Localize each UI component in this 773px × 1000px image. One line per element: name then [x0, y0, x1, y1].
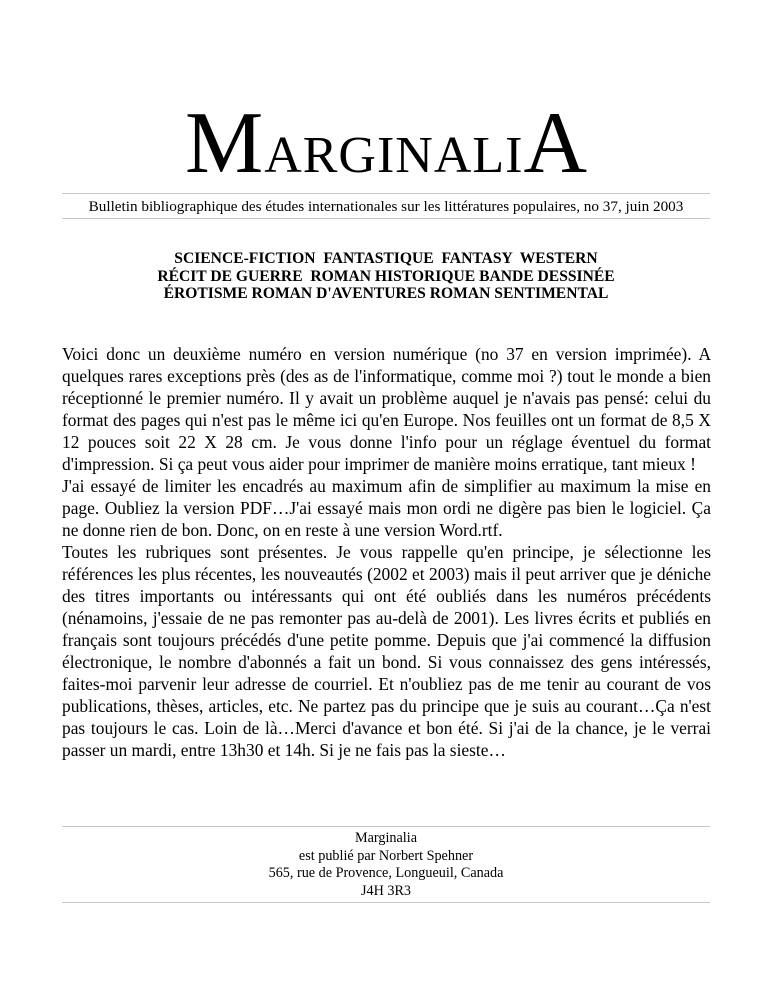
footer-line-3: 565, rue de Provence, Longueuil, Canada: [268, 865, 504, 882]
rule-below-footer: [62, 902, 710, 903]
masthead-title: [0, 95, 773, 192]
subtitle: Bulletin bibliographique des études internationales sur les littératures populaires, no 37, juin 2003: [88, 198, 684, 215]
genre-list: [62, 250, 710, 303]
publisher-footer: [62, 830, 710, 900]
masthead-middle: ARGINALI: [264, 127, 524, 184]
rule-below-subtitle: [62, 218, 710, 219]
footer-line-4: J4H 3R3: [360, 882, 412, 899]
footer-line-2: est publié par Norbert Spehner: [298, 847, 474, 864]
genre-line-2: RÉCIT DE GUERRE ROMAN HISTORIQUE BANDE DESSINÉE: [157, 267, 615, 285]
paragraph-3: Toutes les rubriques sont présentes. Je vous rappelle qu'en principe, je sélectionne les références les plus récentes, les nouveautés (2002 et 2003) mais il peut arriver que je déniche des titres importants ou intéressants qui ont été oubliés dans les numéros précédents (nénamoins, j'essaie de ne pas remonter pas au-delà de 2001). Les livres écrits et publiés en français sont toujours précédés d'une petite pomme. Depuis que j'ai commencé la diffusion électronique, le nombre d'abonnés a fait un bond. Si vous connaissez des gens intéressés, faites-moi parvenir leur adresse de courriel. Et n'oubliez pas de me tenir au courant de vos publications, thèses, articles, etc. Ne partez pas du principe que je suis au courant…Ça n'est pas toujours le cas. Loin de là…Merci d'avance et bon été. Si j'ai de la chance, je le verrai passer un mardi, entre 13h30 et 14h. Si je ne fais pas la sieste…: [62, 542, 711, 760]
paragraph-2: J'ai essayé de limiter les encadrés au maximum afin de simplifier au maximum la mise en page. Oubliez la version PDF…J'ai essayé mais mon ordi ne digère pas bien le logiciel. Ça ne donne rien de bon. Donc, on en reste à une version Word.rtf.: [62, 476, 711, 540]
masthead-first-cap: M: [184, 95, 265, 192]
masthead-last-cap: A: [523, 95, 589, 192]
rule-top: [62, 193, 710, 194]
genre-line-1: SCIENCE-FICTION FANTASTIQUE FANTASY WESTERN: [174, 250, 598, 267]
genre-line-3: ÉROTISME ROMAN D'AVENTURES ROMAN SENTIMENTAL: [163, 285, 609, 302]
rule-above-footer: [62, 826, 710, 827]
footer-line-1: Marginalia: [355, 830, 417, 846]
paragraph-1: Voici donc un deuxième numéro en version numérique (no 37 en version imprimée). A quelques rares exceptions près (des as de l'informatique, comme moi ?) tout le monde a bien réceptionné le premier numéro. Il y avait un problème auquel je n'avais pas pensé: celui du format des pages qui n'est pas le même ici qu'en Europe. Nos feuilles ont un format de 8,5 X 12 pouces soit 22 X 28 cm. Je vous donne l'info pour un réglage éventuel du format d'impression. Si ça peut vous aider pour imprimer de manière moins erratique, tant mieux !: [62, 344, 711, 474]
editorial-text: [62, 343, 711, 761]
